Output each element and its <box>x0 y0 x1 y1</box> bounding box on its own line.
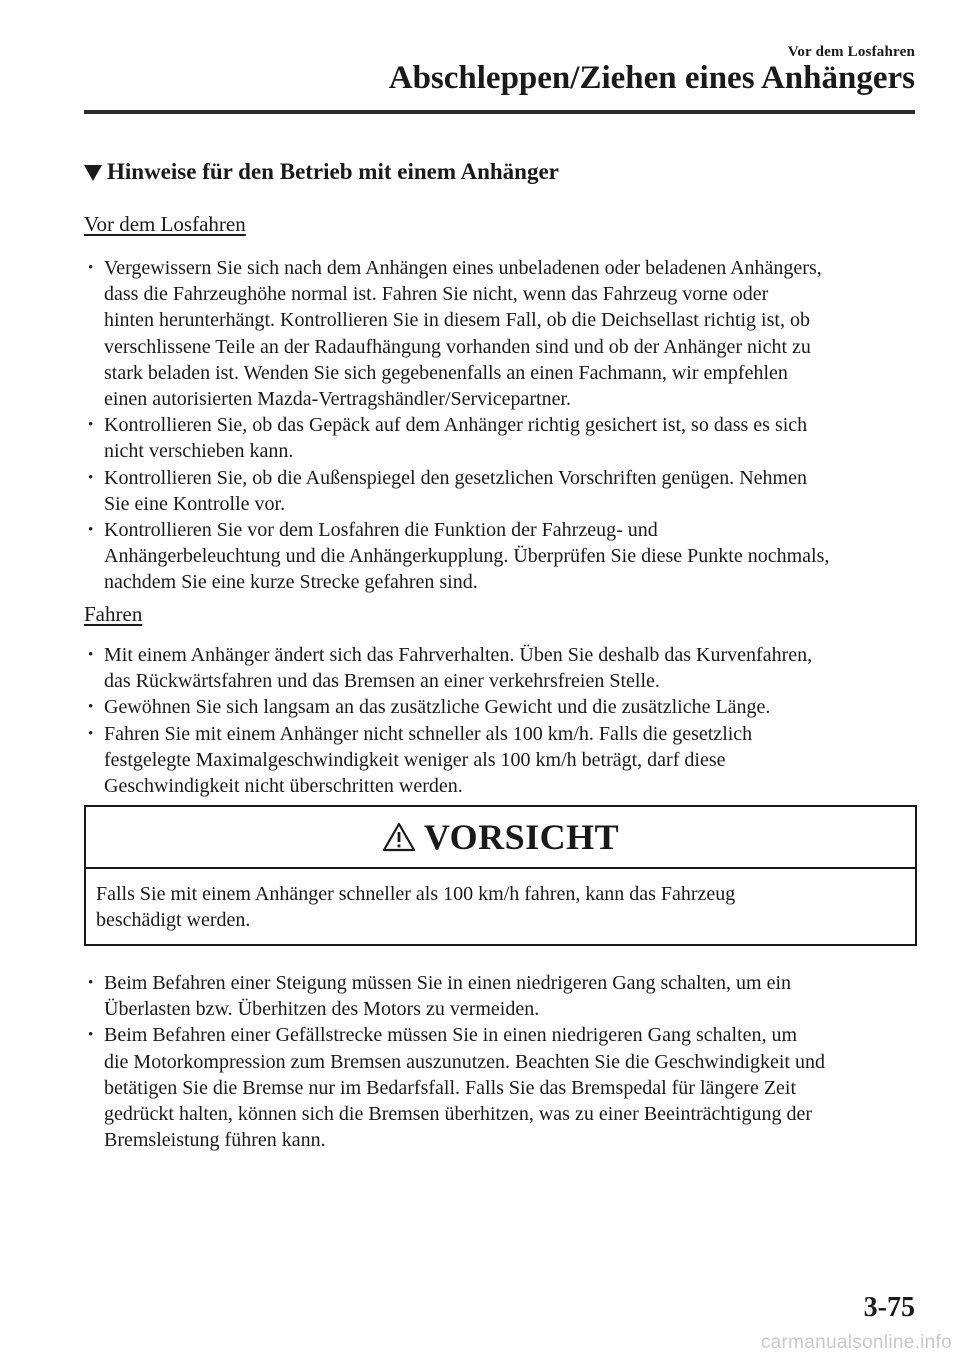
list-item: • Kontrollieren Sie, ob das Gepäck auf dem Anhänger richtig gesichert ist, so dass es sich nicht verschieben kann. <box>86 412 918 464</box>
watermark: carmanualsonline.info <box>760 1332 952 1353</box>
subheading-driving: Fahren <box>84 602 143 626</box>
section-heading <box>84 159 559 185</box>
section-heading-text: Hinweise für den Betrieb mit einem Anhänger <box>107 159 559 184</box>
list-item: • Fahren Sie mit einem Anhänger nicht schneller als 100 km/h. Falls die gesetzlich festgelegte Maximalgeschwindigkeit weniger als 100 km/h beträgt, darf diese Geschwindigkeit nicht überschritten werden. <box>86 721 918 800</box>
warning-triangle-icon <box>382 822 416 852</box>
caution-title: VORSICHT <box>423 817 620 857</box>
list-item: • Beim Befahren einer Gefällstrecke müssen Sie in einen niedrigeren Gang schalten, um die Motorkompression zum Bremsen auszunutzen. Beachten Sie die Geschwindigkeit und betätigen Sie die Bremse nur im Bedarfsfall. Falls Sie das Bremspedal für längere Zeit gedrückt halten, können sich die Bremsen überhitzen, was zu einer Beeinträchtigung der Bremsleistung führen kann. <box>86 1022 918 1153</box>
list-item: • Kontrollieren Sie, ob die Außenspiegel den gesetzlichen Vorschriften genügen. Nehmen Sie eine Kontrolle vor. <box>86 465 918 517</box>
bullet-list-driving <box>86 642 918 799</box>
triangle-down-icon <box>84 165 102 181</box>
page-number: 3-75 <box>863 1292 915 1323</box>
header-title: Abschleppen/Ziehen eines Anhängers <box>388 60 915 96</box>
list-item: • Kontrollieren Sie vor dem Losfahren die Funktion der Fahrzeug- und Anhängerbeleuchtung und die Anhängerkupplung. Überprüfen Sie diese Punkte nochmals, nachdem Sie eine kurze Strecke gefahren sind. <box>86 517 918 596</box>
header-rule <box>84 110 915 114</box>
caution-header <box>86 807 915 869</box>
list-item: • Gewöhnen Sie sich langsam an das zusätzliche Gewicht und die zusätzliche Länge. <box>86 694 918 720</box>
header-section-label: Vor dem Losfahren <box>787 44 915 60</box>
subheading-before-driving: Vor dem Losfahren <box>84 212 246 236</box>
list-item: • Mit einem Anhänger ändert sich das Fahrverhalten. Üben Sie deshalb das Kurvenfahren, das Rückwärtsfahren und das Bremsen an einer verkehrsfreien Stelle. <box>86 642 918 694</box>
bullet-list-after-caution <box>86 970 918 1153</box>
bullet-list-before-driving <box>86 255 918 596</box>
list-item: • Beim Befahren einer Steigung müssen Sie in einen niedrigeren Gang schalten, um ein Überlasten bzw. Überhitzen des Motors zu vermeiden. <box>86 970 918 1022</box>
caution-body: Falls Sie mit einem Anhänger schneller als 100 km/h fahren, kann das Fahrzeug beschädigt werden. <box>96 883 736 932</box>
caution-box <box>84 805 917 946</box>
list-item: • Vergewissern Sie sich nach dem Anhängen eines unbeladenen oder beladenen Anhängers, dass die Fahrzeughöhe normal ist. Fahren Sie nicht, wenn das Fahrzeug vorne oder hinten herunterhängt. Kontrollieren Sie in diesem Fall, ob die Deichsellast richtig ist, ob verschlissene Teile an der Radaufhängung vorhanden sind und ob der Anhänger nicht zu stark beladen ist. Wenden Sie sich gegebenenfalls an einen Fachmann, wir empfehlen einen autorisierten Mazda-Vertragshändler/Servicepartner. <box>86 255 918 412</box>
